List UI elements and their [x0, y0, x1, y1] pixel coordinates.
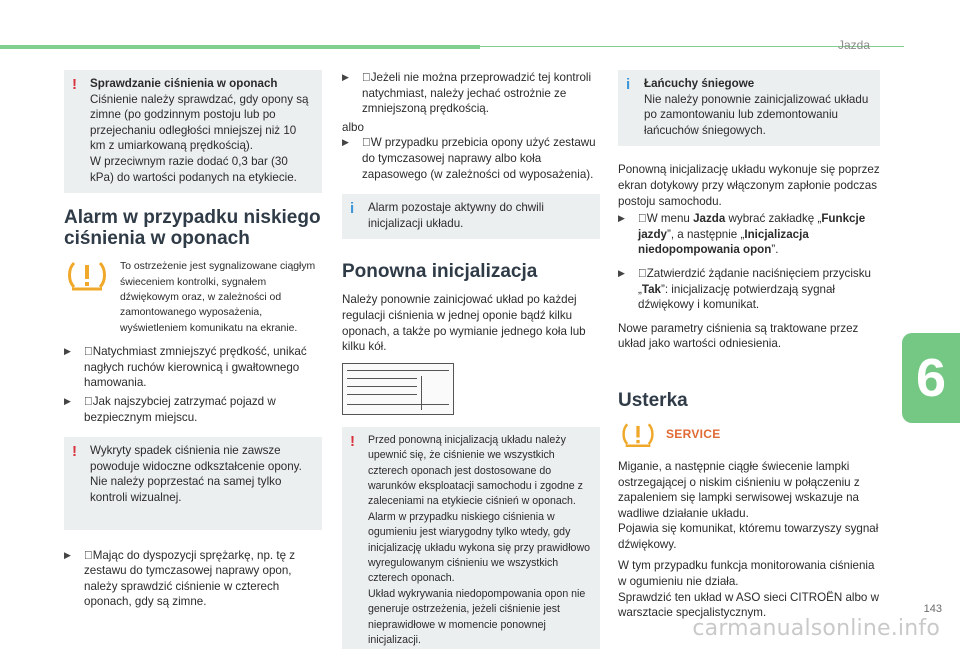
malfunction-text: Miganie, a następnie ciągłe świecenie lampki ostrzegającej o niskim ciśnieniu w połączeniu z zapaleniem się lampki serwisowej wskazuje na wadliwe działanie układu. Pojawia się komunikat, któremu towarzyszy sygnał dźwiękowy. W tym przypadku funkcja monitorowania ciśnienia w ogumieniu nie działa. Sprawdzić ten układ w ASO sieci CITROËN albo w warsztacie specjalistycznym.: [618, 459, 879, 620]
box-body: Alarm pozostaje aktywny do chwili inicjalizacji układu.: [368, 201, 544, 230]
bullet-item: ▶ Mając do dyspozycji sprężarkę, np. tę z zestawu do tymczasowej naprawy opon, należy sprawdzić ciśnienie w czterech oponach, gdy są zimne.: [64, 548, 296, 609]
bullet-item: ▶ W przypadku przebicia opony użyć zestawu do tymczasowej naprawy albo koła zapasowego (w zależności od wyposażenia).: [342, 136, 596, 181]
arrow-icon: ▶: [618, 213, 625, 224]
warning-row: [64, 259, 322, 336]
heading-low-pressure-alarm: Alarm w przypadku niskiego ciśnienia w oponach: [64, 207, 321, 250]
column-3: [618, 70, 880, 621]
arrow-icon: ▶: [342, 72, 349, 82]
tyre-pressure-label-image: [342, 363, 454, 415]
reinit-paragraph: Należy ponownie zainicjować układ po każdej regulacji ciśnienia w jednej oponie bądź kilku oponach, a także po wymianie jednego koła lub kilku kół.: [342, 293, 586, 354]
bullet-item: ▶ W menu Jazda wybrać zakładkę „Funkcje jazdy”, a następnie „Inicjalizacja niedopompowania opon”.: [618, 212, 866, 257]
bullet-item: ▶ Natychmiast zmniejszyć prędkość, unikać nagłych ruchów kierownicą i gwałtownego hamowania.: [64, 345, 307, 390]
exclamation-icon: !: [72, 76, 77, 93]
chapter-number: 6: [916, 348, 947, 408]
bullet-item: ▶ Jak najszybciej zatrzymać pojazd w bezpiecznym miejscu.: [64, 394, 276, 424]
arrow-icon: ▶: [64, 346, 71, 357]
box-body: Ciśnienie należy sprawdzać, gdy opony są zimne (po godzinnym postoju lub po przejechaniu odległości mniejszej niż 10 km z umiarkowaną prędkością).: [90, 92, 309, 153]
column-2: [342, 70, 600, 649]
box-title: Łańcuchy śniegowe: [644, 77, 755, 90]
warning-description: To ostrzeżenie jest sygnalizowane ciągłym świeceniem kontrolki, sygnałem dźwiękowym oraz, w zależności od zamontowanego wyposażenia, wyświetleniem komunikatu na ekranie.: [120, 261, 316, 334]
snow-chains-box: [618, 70, 880, 146]
chapter-tab: [902, 333, 960, 423]
box-body: Nie należy ponownie zainicjalizować układu po zamontowaniu lub zdemontowaniu łańcuchów śniegowych.: [644, 92, 869, 137]
box-title: Sprawdzanie ciśnienia w oponach: [90, 77, 278, 90]
reinit-procedure: Ponowną inicjalizację układu wykonuje się poprzez ekran dotykowy przy włączonym zapłonie podczas postoju samochodu.: [618, 163, 880, 208]
bullet-item: ▶ Jeżeli nie można przeprowadzić tej kontroli natychmiast, należy jechać ostrożnie ze zmniejszoną prędkością.: [342, 71, 592, 116]
alarm-active-box: [342, 194, 600, 239]
arrow-icon: ▶: [342, 137, 349, 148]
tyre-pressure-warning-icon: [64, 259, 110, 293]
heading-reinitialization: Ponowna inicjalizacja: [342, 261, 538, 283]
pressure-check-box: [64, 70, 322, 193]
arrow-icon: ▶: [64, 549, 71, 560]
visual-check-box: [64, 437, 322, 529]
section-title: Jazda: [837, 38, 870, 52]
service-icon: SERVICE: [666, 427, 721, 442]
heading-malfunction: Usterka: [618, 389, 688, 411]
box-body-2: W przeciwnym razie dodać 0,3 bar (30 kPa) do wartości podanych na etykiecie.: [90, 154, 297, 184]
page-number: 143: [923, 603, 942, 615]
bullet-item: ▶ Zatwierdzić żądanie naciśnięciem przycisku „Tak”: inicjalizację potwierdzają sygnał dźwiękowy i komunikat.: [618, 266, 871, 312]
albo-text: albo: [342, 120, 364, 134]
box-body: Wykryty spadek ciśnienia nie zawsze powoduje widoczne odkształcenie opony. Nie należy poprzestać na samej tylko kontroli wizualnej.: [90, 444, 302, 504]
info-icon: i: [350, 200, 355, 218]
header-bar: [0, 45, 480, 49]
arrow-icon: ▶: [618, 267, 625, 278]
tyre-pressure-warning-icon: [618, 421, 658, 449]
before-reinit-box: ! Przed ponowną inicjalizacją układu należy upewnić się, że ciśnienie we wszystkich czterech oponach jest dostosowane do warunków eksploatacji samochodu i zgodne z zaleceniami na etykiecie ciśnień w oponach. Alarm w przypadku niskiego ciśnienia w ogumieniu jest wiarygodny tylko wtedy, gdy inicjalizację układu wykona się przy prawidłowo wyregulowanym ciśnieniu we wszystkich czterech oponach. Układ wykrywania niedopompowania opon nie generuje ostrzeżenia, jeżeli ciśnienie jest nieprawidłowe w momencie ponownej inicjalizacji.: [342, 427, 600, 649]
arrow-icon: ▶: [64, 395, 71, 406]
column-1: [64, 70, 322, 613]
service-indicator: [618, 421, 880, 449]
exclamation-icon: !: [72, 443, 77, 461]
watermark: carmanualsonline.info: [692, 616, 940, 641]
info-icon: i: [626, 76, 631, 93]
exclamation-icon: !: [350, 432, 355, 450]
reference-values: Nowe parametry ciśnienia są traktowane przez układ jako wartości odniesienia.: [618, 321, 859, 351]
